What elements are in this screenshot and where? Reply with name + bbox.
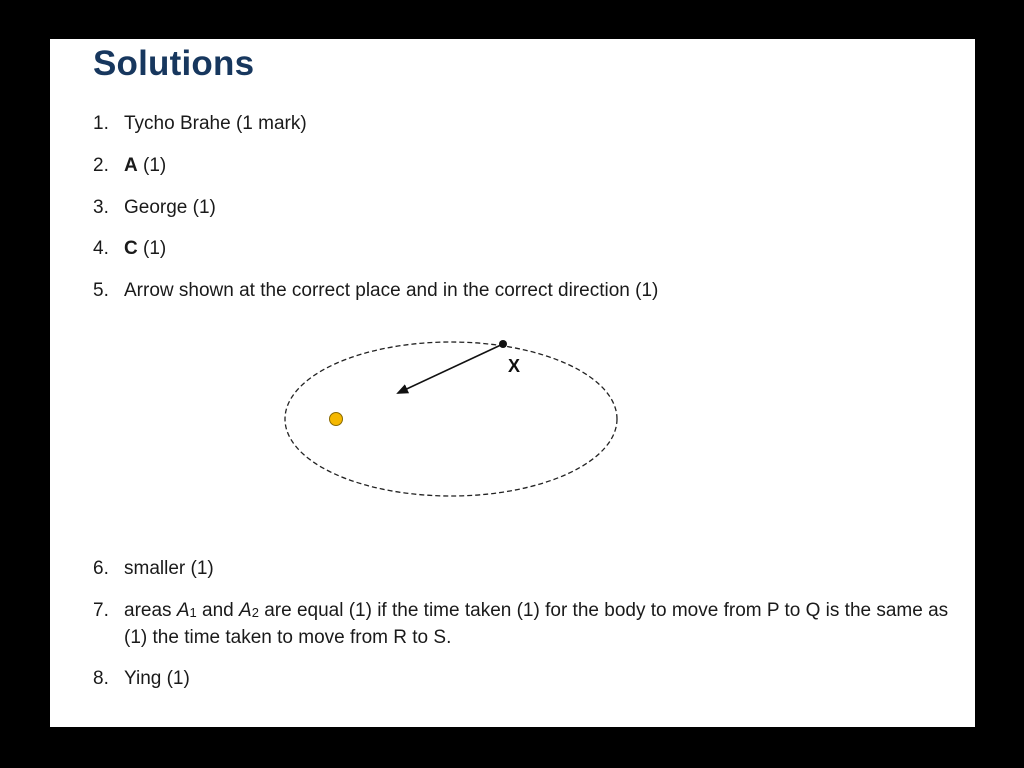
area-symbol-a2: A xyxy=(239,600,252,621)
solution-item-6 xyxy=(93,556,214,582)
item-number: 6. xyxy=(93,558,109,579)
solution-item-7 xyxy=(93,598,954,651)
item-number: 5. xyxy=(93,280,109,301)
item-text-part: areas xyxy=(124,600,177,621)
item-text: Ying (1) xyxy=(124,668,190,689)
item-text: Arrow shown at the correct place and in the correct direction (1) xyxy=(124,280,659,301)
item-mark: (1) xyxy=(143,155,167,176)
sun-icon xyxy=(330,413,343,426)
area-symbol-a1: A xyxy=(176,600,190,621)
slide-title: Solutions xyxy=(93,44,255,83)
item-text-part: are equal (1) if the time taken (1) for the body to move from P to Q is the same as (1) the time taken to move from R to S. xyxy=(124,600,949,648)
point-label-x: X xyxy=(508,356,521,376)
item-number: 8. xyxy=(93,668,109,689)
area-subscript-2: 2 xyxy=(251,605,259,620)
item-number: 3. xyxy=(93,197,109,218)
item-text: George (1) xyxy=(124,197,216,218)
area-subscript-1: 1 xyxy=(189,605,197,620)
item-text: Tycho Brahe (1 mark) xyxy=(124,113,307,134)
item-number: 1. xyxy=(93,113,109,134)
solution-item-8 xyxy=(93,666,190,692)
item-answer: C xyxy=(124,238,138,259)
item-number: 7. xyxy=(93,600,109,621)
item-text: smaller (1) xyxy=(124,558,214,579)
item-mark: (1) xyxy=(143,238,167,259)
item-answer: A xyxy=(124,155,138,176)
item-number: 2. xyxy=(93,155,109,176)
force-arrow xyxy=(398,344,503,393)
item-text-part: and xyxy=(196,600,239,621)
item-number: 4. xyxy=(93,238,109,259)
slide xyxy=(50,39,975,727)
